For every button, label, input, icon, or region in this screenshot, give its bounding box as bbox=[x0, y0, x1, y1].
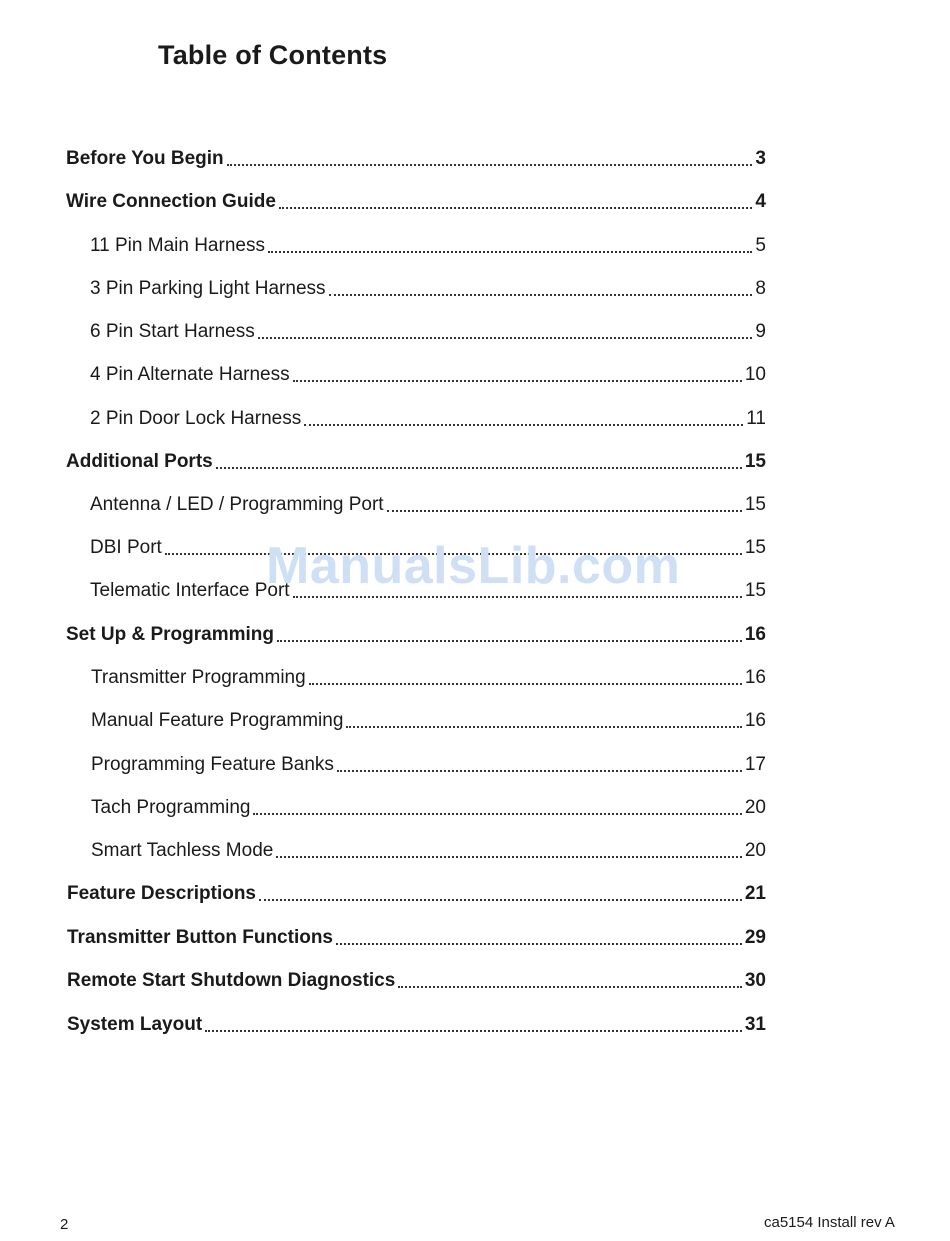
toc-leader-dots bbox=[253, 813, 741, 815]
toc-entry-page: 16 bbox=[744, 710, 766, 731]
toc-leader-dots bbox=[205, 1030, 742, 1032]
toc-leader-dots bbox=[329, 294, 753, 296]
toc-entry-label: Feature Descriptions bbox=[67, 883, 256, 904]
toc-entry bbox=[90, 580, 766, 602]
toc-entry-label: Set Up & Programming bbox=[66, 624, 274, 645]
toc-entry bbox=[90, 494, 766, 516]
toc-entry-label: 3 Pin Parking Light Harness bbox=[90, 278, 326, 299]
toc-entry-label: Smart Tachless Mode bbox=[91, 840, 274, 861]
toc-entry bbox=[67, 970, 766, 992]
toc-entry-page: 29 bbox=[744, 927, 766, 948]
toc-entry-page: 10 bbox=[744, 364, 766, 385]
toc-entry bbox=[90, 364, 766, 386]
toc-entry-page: 11 bbox=[746, 408, 766, 429]
toc-leader-dots bbox=[227, 164, 753, 166]
toc-leader-dots bbox=[387, 510, 742, 512]
toc-entry bbox=[66, 451, 766, 473]
toc-leader-dots bbox=[293, 596, 742, 598]
toc-entry-page: 31 bbox=[744, 1014, 766, 1035]
toc-entry-page: 15 bbox=[744, 580, 766, 601]
toc-entry bbox=[90, 235, 766, 257]
toc-entry-page: 30 bbox=[744, 970, 766, 991]
toc-entry-page: 3 bbox=[755, 148, 766, 169]
toc-entry-page: 20 bbox=[744, 840, 766, 861]
toc-entry-page: 5 bbox=[755, 235, 766, 256]
toc-leader-dots bbox=[346, 726, 741, 728]
toc-entry bbox=[90, 278, 766, 300]
toc-leader-dots bbox=[304, 424, 743, 426]
toc-entry bbox=[91, 797, 766, 819]
toc-leader-dots bbox=[337, 770, 742, 772]
toc-entry-page: 15 bbox=[744, 537, 766, 558]
toc-leader-dots bbox=[336, 943, 742, 945]
toc-entry-page: 21 bbox=[744, 883, 766, 904]
watermark: ManualsLib.com bbox=[266, 537, 681, 595]
toc-entry-page: 4 bbox=[755, 191, 766, 212]
toc-entry-label: System Layout bbox=[67, 1014, 203, 1035]
toc-entry bbox=[91, 840, 766, 862]
toc-entry bbox=[90, 321, 766, 343]
toc-entry-page: 17 bbox=[744, 754, 766, 775]
toc-entry-page: 16 bbox=[744, 624, 766, 645]
toc-entry bbox=[90, 408, 766, 430]
toc-leader-dots bbox=[279, 207, 753, 209]
toc-entry bbox=[67, 1014, 766, 1036]
toc-leader-dots bbox=[165, 553, 742, 555]
toc-leader-dots bbox=[259, 899, 742, 901]
footer-page-number: 2 bbox=[60, 1216, 69, 1233]
toc-entry bbox=[66, 624, 766, 646]
toc-entry-label: Wire Connection Guide bbox=[66, 191, 276, 212]
toc-leader-dots bbox=[293, 380, 742, 382]
toc-entry bbox=[67, 927, 766, 949]
toc-entry-page: 15 bbox=[744, 494, 766, 515]
toc-entry bbox=[91, 754, 766, 776]
toc-entry-label: Telematic Interface Port bbox=[90, 580, 290, 601]
toc-leader-dots bbox=[398, 986, 742, 988]
toc-entry-page: 20 bbox=[744, 797, 766, 818]
toc-leader-dots bbox=[276, 856, 742, 858]
toc-leader-dots bbox=[268, 251, 752, 253]
toc-entry-label: Antenna / LED / Programming Port bbox=[90, 494, 384, 515]
toc-entry-label: Additional Ports bbox=[66, 451, 213, 472]
toc-entry bbox=[91, 710, 766, 732]
toc-entry-page: 16 bbox=[744, 667, 766, 688]
toc-entry-label: Remote Start Shutdown Diagnostics bbox=[67, 970, 396, 991]
toc-entry-label: Before You Begin bbox=[66, 148, 224, 169]
toc-entry-label: 2 Pin Door Lock Harness bbox=[90, 408, 302, 429]
toc-entry-page: 15 bbox=[744, 451, 766, 472]
toc-entry-label: Programming Feature Banks bbox=[91, 754, 334, 775]
toc-entry-label: Manual Feature Programming bbox=[91, 710, 344, 731]
toc-entry bbox=[66, 148, 766, 170]
toc-leader-dots bbox=[277, 640, 742, 642]
toc-entry bbox=[67, 883, 766, 905]
toc-entry bbox=[66, 191, 766, 213]
toc-entry-label: DBI Port bbox=[90, 537, 162, 558]
page-title: Table of Contents bbox=[158, 40, 388, 70]
toc-leader-dots bbox=[309, 683, 742, 685]
toc-entry-label: 6 Pin Start Harness bbox=[90, 321, 255, 342]
toc-leader-dots bbox=[216, 467, 742, 469]
toc-entry bbox=[91, 667, 766, 689]
toc-entry bbox=[90, 537, 766, 559]
footer-doc-id: ca5154 Install rev A bbox=[764, 1214, 895, 1231]
toc-entry-label: 11 Pin Main Harness bbox=[90, 235, 265, 256]
toc-entry-label: Transmitter Programming bbox=[91, 667, 306, 688]
toc-entry-label: 4 Pin Alternate Harness bbox=[90, 364, 290, 385]
toc-entry-page: 9 bbox=[755, 321, 766, 342]
toc-leader-dots bbox=[258, 337, 753, 339]
toc-entry-label: Transmitter Button Functions bbox=[67, 927, 333, 948]
toc-entry-page: 8 bbox=[755, 278, 766, 299]
toc-entry-label: Tach Programming bbox=[91, 797, 251, 818]
